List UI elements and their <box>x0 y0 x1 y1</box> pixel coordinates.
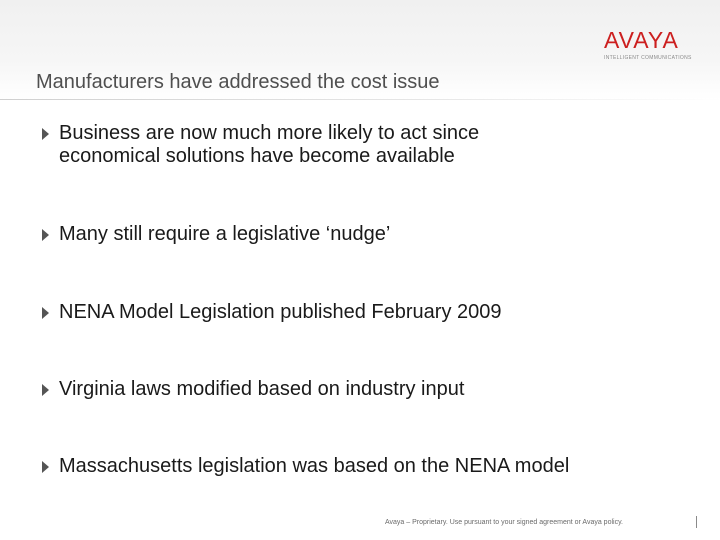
logo-wordmark: AVAYA <box>604 27 679 53</box>
bullet-arrow-icon <box>42 307 49 319</box>
bullet-item <box>42 223 712 246</box>
bullet-arrow-icon <box>42 384 49 396</box>
bullet-arrow-icon <box>42 229 49 241</box>
avaya-logo <box>604 27 692 61</box>
bullet-text: NENA Model Legislation published February 2009 <box>59 301 502 323</box>
bullet-text: Massachusetts legislation was based on the NENA model <box>59 455 570 477</box>
slide-title: Manufacturers have addressed the cost issue <box>36 71 440 93</box>
bullet-item <box>42 455 712 478</box>
bullet-item <box>42 301 712 324</box>
bullet-item <box>42 122 712 168</box>
footer-divider <box>696 516 697 528</box>
bullet-arrow-icon <box>42 128 49 140</box>
bullet-text: Virginia laws modified based on industry input <box>59 378 465 400</box>
bullet-text: Business are now much more likely to act since economical solutions have become available <box>59 122 480 167</box>
bullet-item <box>42 378 712 401</box>
bullet-text: Many still require a legislative ‘nudge’ <box>59 223 391 245</box>
header-divider <box>0 99 720 100</box>
logo-tagline: INTELLIGENT COMMUNICATIONS <box>604 55 692 61</box>
bullet-arrow-icon <box>42 461 49 473</box>
footer-disclaimer: Avaya – Proprietary. Use pursuant to your signed agreement or Avaya policy. <box>385 519 623 526</box>
